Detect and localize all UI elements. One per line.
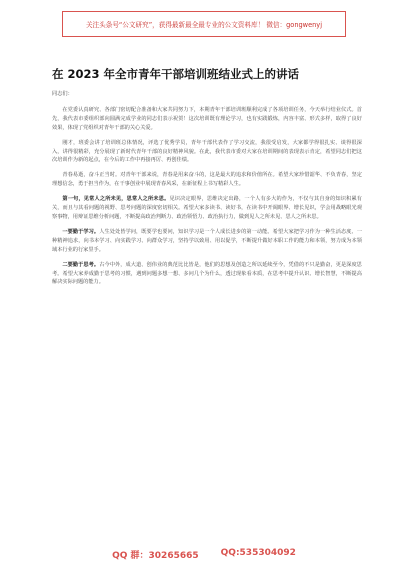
contact-footer — [0, 548, 408, 561]
qq-number: QQ:535304092 — [220, 548, 296, 558]
paragraph-text: 人生处处皆学问，既要学也要问，知识学习是一个人成长进步的第一动能。希望大家把学习作为一种生活态度、一种精神追求，向书本学习、向实践学习、向群众学习，坚持学以致用、用以促学，不断提升做好本职工作的能力和本领，努力成为本领域本行业的行家里手。 — [52, 228, 362, 253]
paragraph-5 — [52, 228, 362, 255]
paragraph-4 — [52, 195, 362, 222]
promo-banner — [62, 11, 346, 37]
paragraph-text: 青春易逝，奋斗正当时。对青年干部来说，青春是用来奋斗的，这是最大的追求和价值所在。希望大家珍惜韶华、不负青春，坚定理想信念，勇于担当作为，在干事创业中展现青春风采，在新征程上书写精彩人生。 — [52, 172, 362, 188]
salutation: 同志们： — [52, 91, 73, 97]
paragraph-text: 在党委认真研究、各部门密切配合准备和大家共同努力下，本期青年干部培训班顺利完成了各项培训任务，今天举行结业仪式。首先，我代表市委组织部向圆满完成学业的同志们表示祝贺！这次培训既有理论学习，也有实践锻炼，内容丰富、形式多样，取得了良好效果，体现了党组织对青年干部的关心关爱。 — [52, 106, 362, 131]
paragraph-2 — [52, 139, 362, 166]
paragraph-3 — [52, 171, 362, 189]
paragraph-text: 刚才，班委会讲了培训班总体情况，评选了优秀学员，青年干部代表作了学习交流，我很受启发，大家都学得很扎实、谈得很深入，讲得很精彩，充分展现了新时代青年干部的良好精神风貌。在此，我代表市委对大家在培训期间的表现表示肯定，希望同志们把这次培训作为新的起点，在今后的工作中再接再厉、再创佳绩。 — [52, 139, 362, 164]
paragraph-6 — [52, 261, 362, 288]
paragraph-heading: 二要勤于思考。 — [62, 261, 100, 268]
paragraph-text: 古今中外，成大道、创伟业的典范比比皆是，他们的思想及创造之所以延续至今，凭借的不只是勤奋，更是深度思考。希望大家养成勤于思考的习惯，遇到问题多想一想、多问几个为什么，透过现象看本质，在思考中提升认识、增长智慧，不断提高解决实际问题的能力。 — [52, 261, 362, 286]
paragraph-heading: 第一句，见常人之所未见，思常人之所未思。 — [62, 196, 170, 203]
document-title: 在 2023 年全市青年干部培训班结业式上的讲话 — [52, 67, 300, 81]
qq-group-number: QQ 群：30265665 — [112, 551, 199, 561]
paragraph-text: 见识决定眼界，思维决定出路，一个人有多大的作为，不仅与其自身的知识积累有关，而且与其看问题的视野、思考问题的深度密切相关。希望大家多读书、读好书，在读书中开阔眼界、增长见识，学会用战略眼光观察事物，用辩证思维分析问题，不断提高政治判断力、政治领悟力、政治执行力，做到见人之所未见、思人之所未思。 — [52, 196, 362, 220]
paragraph-heading: 一要勤于学习。 — [62, 228, 100, 235]
paragraph-1 — [52, 106, 362, 133]
document-body — [52, 90, 362, 542]
promo-banner-text: 关注头条号“公文研究”，获得最新最全最专业的公文资料库！ 微信：gongwenyj — [85, 21, 323, 29]
